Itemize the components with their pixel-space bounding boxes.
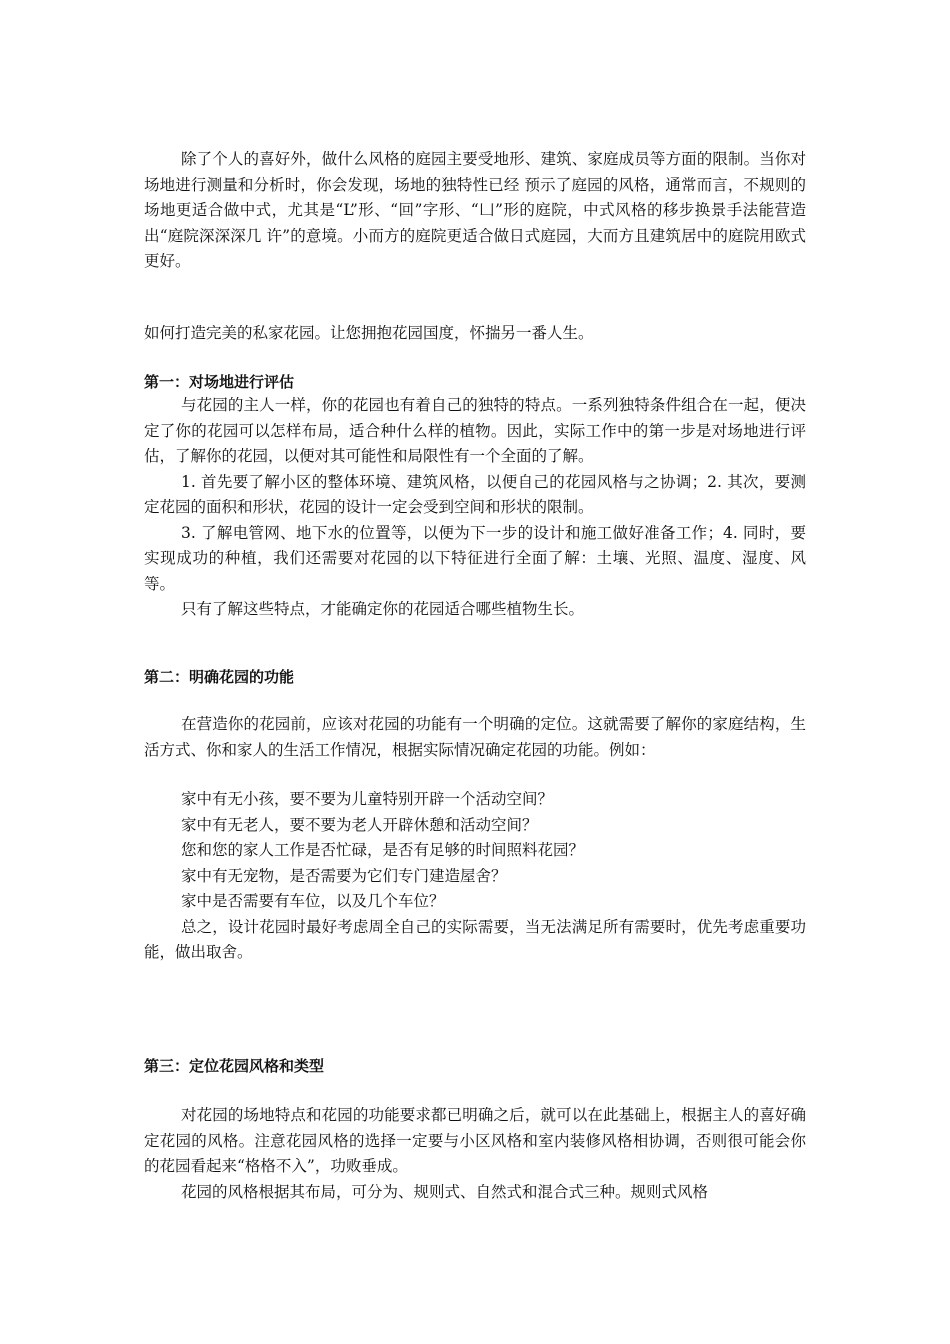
list-item: 您和您的家人工作是否忙碌，是否有足够的时间照料花园？ [181,841,585,859]
intro-section [144,147,806,275]
section-1-title: 第一：对场地进行评估 [144,373,295,391]
list-item: 家中有无小孩，要不要为儿童特别开辟一个活动空间？ [181,790,554,808]
section-1-paragraph-1: 与花园的主人一样，你的花园也有着自己的独特的特点。一系列独特条件组合在一起，便决定了你的花园可以怎样布局，适合种什么样的植物。因此，实际工作中的第一步是对场地进行评估，了解你的花园，以便对其可能性和局限性有一个全面的了解。 [144,396,806,465]
section-2-title: 第二：明确花园的功能 [144,668,295,686]
question-list [144,787,806,915]
section-site-assessment [144,371,806,623]
section-3-paragraph-2: 花园的风格根据其布局，可分为、规则式、自然式和混合式三种。规则式风格 [181,1182,709,1201]
lead-paragraph: 如何打造完美的私家花园。让您拥抱花园国度，怀揣另一番人生。 [144,324,594,342]
section-3-paragraph-1: 对花园的场地特点和花园的功能要求都已明确之后，就可以在此基础上，根据主人的喜好确定花园的风格。注意花园风格的选择一定要与小区风格和室内装修风格相协调，否则很可能会你的花园看起来“格格不入”，功败垂成。 [144,1106,806,1175]
lead-section [144,321,806,347]
section-1-paragraph-3: 3. 了解电管网、地下水的位置等，以便为下一步的设计和施工做好准备工作；4. 同时，要实现成功的种植，我们还需要对花园的以下特征进行全面了解：土壤、光照、温度、湿度、风等。 [144,523,806,593]
section-2-summary: 总之，设计花园时最好考虑周全自己的实际需要，当无法满足所有需要时，优先考虑重要功能，做出取舍。 [144,917,806,961]
section-garden-function [144,666,806,966]
list-item: 家中是否需要有车位，以及几个车位？ [181,892,445,910]
section-garden-style [144,1055,806,1205]
list-item: 家中有无老人，要不要为老人开辟休憩和活动空间？ [181,815,538,834]
intro-paragraph: 除了个人的喜好外，做什么风格的庭园主要受地形、建筑、家庭成员等方面的限制。当你对场地进行测量和分析时，你会发现，场地的独特性已经 预示了庭园的风格，通常而言，不规则的场地更适合做中式，尤其是“L”形、“回”字形、“凵”形的庭院，中式风格的移步换景手法能营造出“庭院深深深几 许”的意境。小而方的庭院更适合做日式庭园，大而方且建筑居中的庭院用欧式更好。 [144,150,806,270]
section-1-paragraph-2: 1. 首先要了解小区的整体环境、建筑风格，以便自己的花园风格与之协调；2. 其次，要测定花园的面积和形状，花园的设计一定会受到空间和形状的限制。 [144,472,806,516]
section-2-paragraph-1: 在营造你的花园前，应该对花园的功能有一个明确的定位。这就需要了解你的家庭结构，生活方式、你和家人的生活工作情况，根据实际情况确定花园的功能。例如： [144,715,806,759]
section-3-title: 第三：定位花园风格和类型 [144,1057,325,1075]
list-item: 家中有无宠物，是否需要为它们专门建造屋舍？ [181,866,507,885]
section-1-paragraph-4: 只有了解这些特点，才能确定你的花园适合哪些植物生长。 [181,600,585,618]
